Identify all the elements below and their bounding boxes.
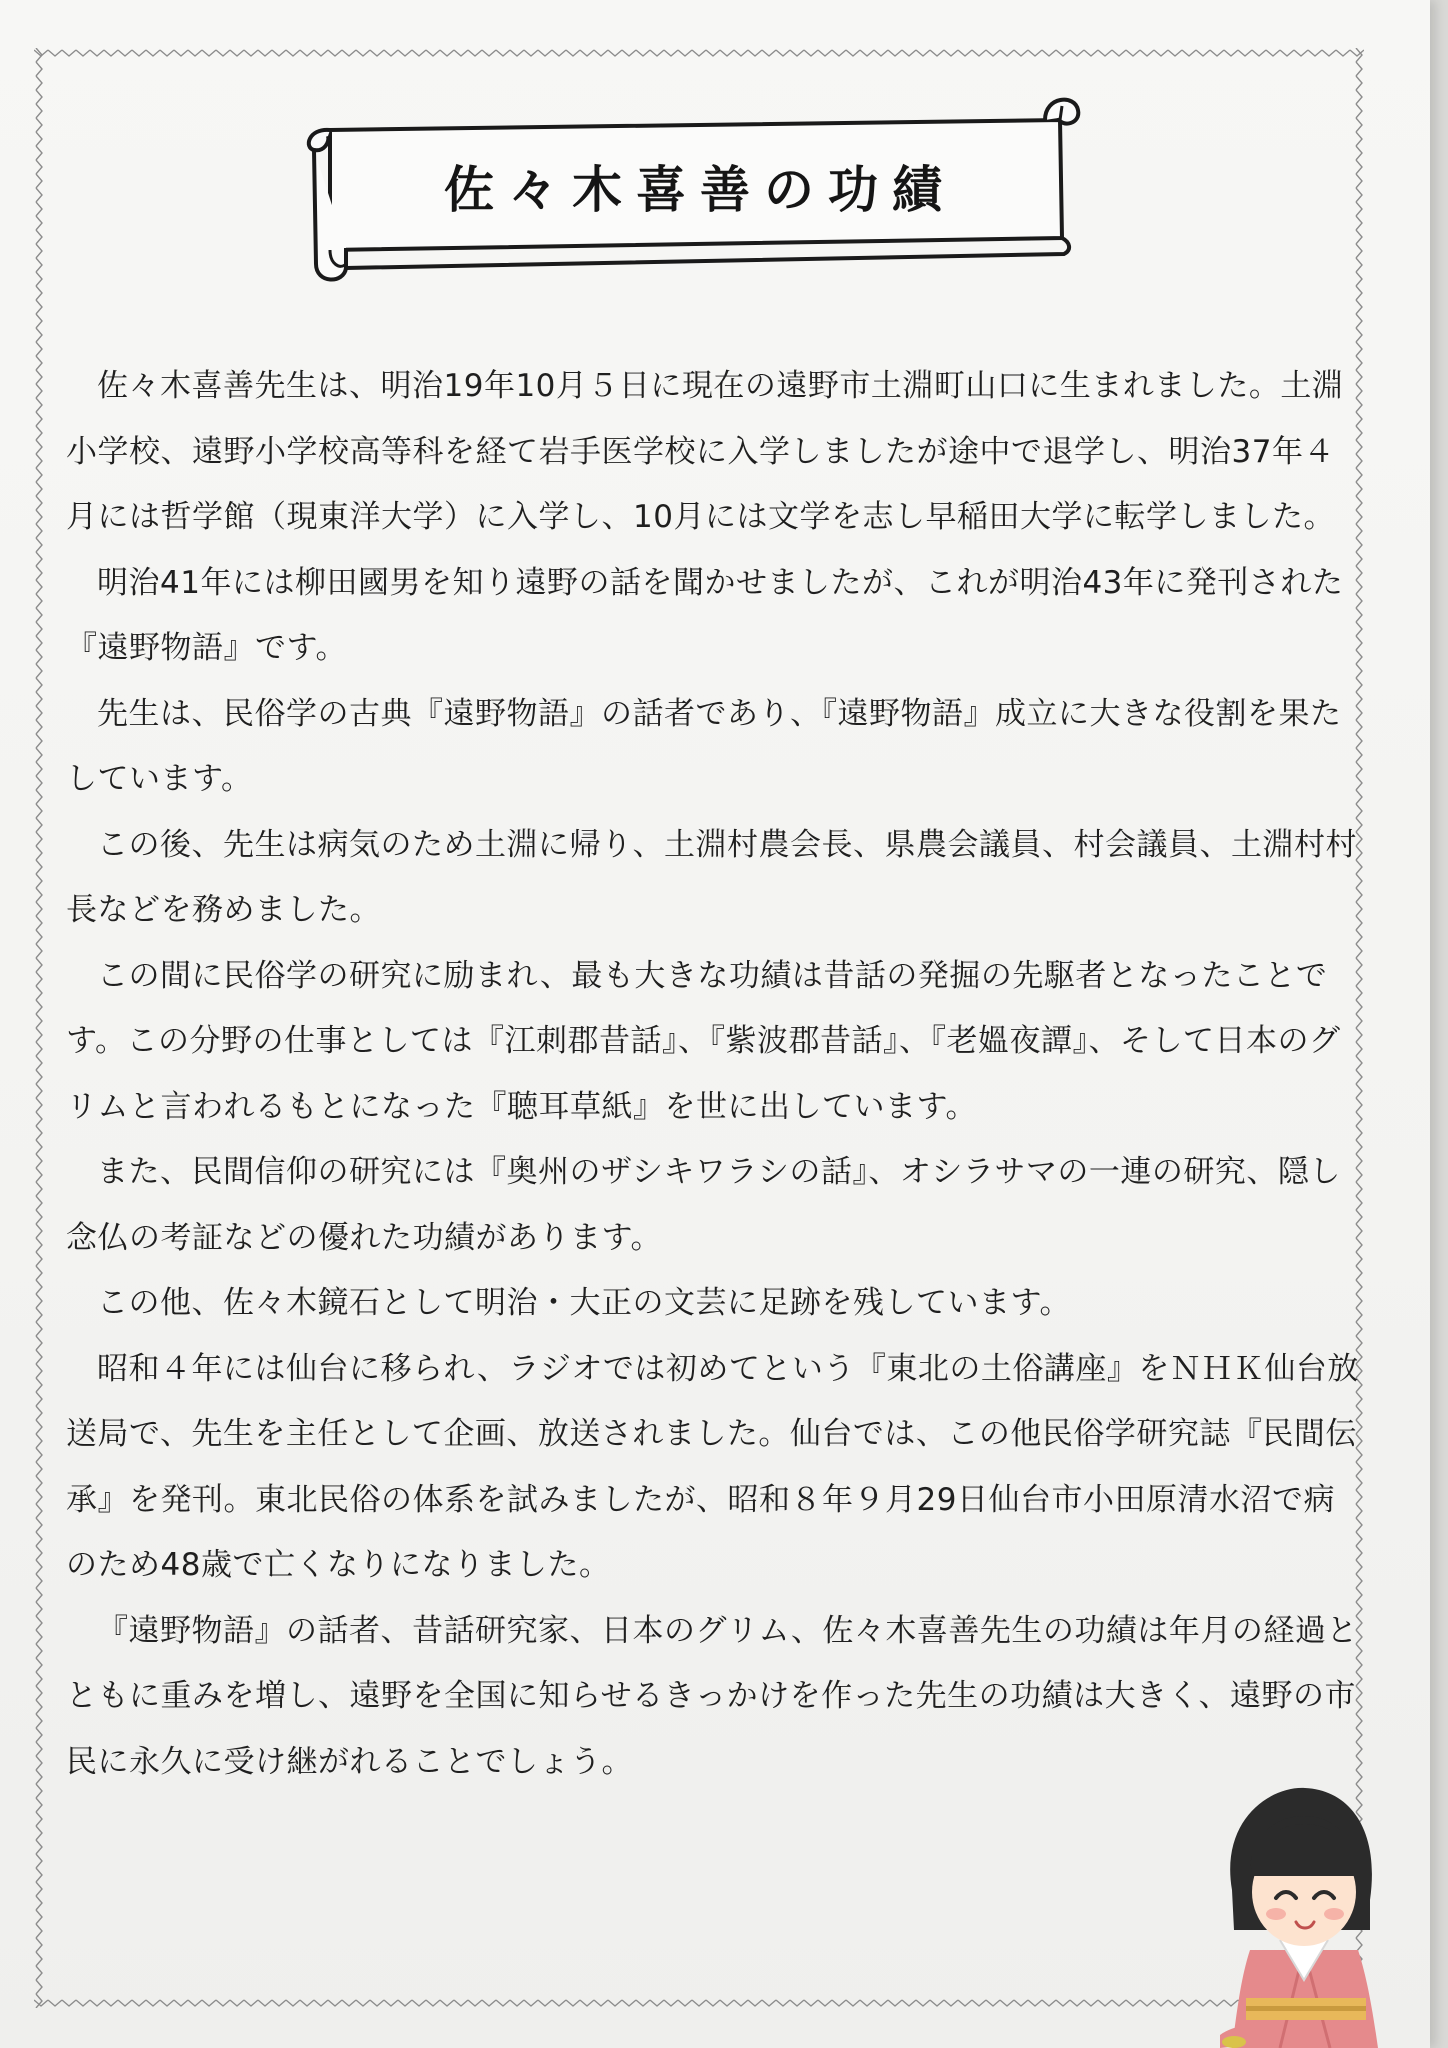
paragraph: また、民間信仰の研究には『奥州のザシキワラシの話』、オシラサマの一連の研究、隠し念仏の考証などの優れた功績があります。 <box>66 1154 1341 1256</box>
zashiki-warashi-girl-icon <box>1210 1780 1390 2048</box>
paragraph: 佐々木喜善先生は、明治19年10月５日に現在の遠野市土淵町山口に生まれました。土淵小学校、遠野小学校高等科を経て岩手医学校に入学しましたが途中で退学し、明治37年４月には哲学館（現東洋大学）に入学し、10月には文学を志し早稲田大学に転学しました。 <box>66 368 1344 535</box>
paragraph: 明治41年には柳田國男を知り遠野の話を聞かせましたが、これが明治43年に発刊された『遠野物語』です。 <box>66 564 1344 666</box>
article-body <box>66 354 1366 1795</box>
paragraph: 『遠野物語』の話者、昔話研究家、日本のグリム、佐々木喜善先生の功績は年月の経過とともに重みを増し、遠野を全国に知らせるきっかけを作った先生の功績は大きく、遠野の市民に永久に受け継がれることでしょう。 <box>66 1612 1358 1780</box>
paragraph: この後、先生は病気のため土淵に帰り、土淵村農会長、県農会議員、村会議員、土淵村村長などを務めました。 <box>66 826 1357 928</box>
paragraph: 先生は、民俗学の古典『遠野物語』の話者であり、『遠野物語』成立に大きな役割を果たしています。 <box>66 695 1342 797</box>
paragraph: この他、佐々木鏡石として明治・大正の文芸に足跡を残しています。 <box>97 1285 1072 1321</box>
paragraph: この間に民俗学の研究に励まれ、最も大きな功績は昔話の発掘の先駆者となったことです。この分野の仕事としては『江刺郡昔話』、『紫波郡昔話』、『老媼夜譚』、そして日本のグリムと言われるもとになった『聴耳草紙』を世に出しています。 <box>66 957 1341 1125</box>
page-title: 佐々木喜善の功績 <box>444 160 956 219</box>
paragraph: 昭和４年には仙台に移られ、ラジオでは初めてという『東北の土俗講座』をＮＨＫ仙台放送局で、先生を主任として企画、放送されました。仙台では、この他民俗学研究誌『民間伝承』を発刊。東北民俗の体系を試みましたが、昭和８年９月29日仙台市小田原清水沼で病のため48歳で亡くなりになりました。 <box>66 1350 1359 1583</box>
